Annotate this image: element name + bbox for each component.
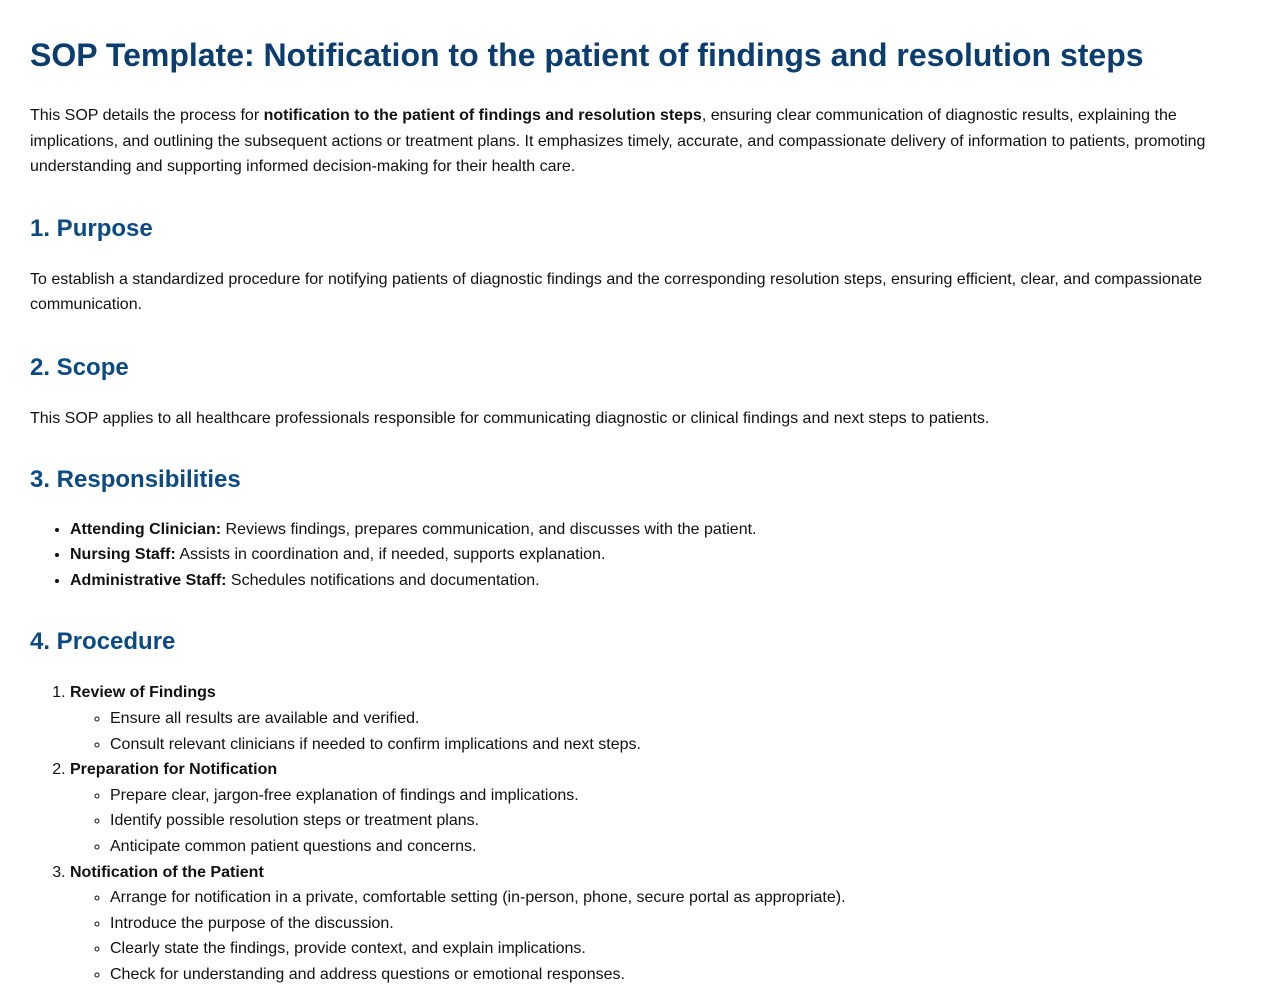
step-substeps bbox=[70, 885, 1233, 987]
list-item: ◦ Ensure all results are available and verified. bbox=[110, 706, 1233, 732]
intro-paragraph bbox=[30, 103, 1233, 180]
list-item: ◦ Anticipate common patient questions and concerns. bbox=[110, 834, 1233, 860]
role-description: Schedules notifications and documentation. bbox=[226, 572, 539, 589]
step-title: Review of Findings bbox=[70, 684, 216, 701]
page-title: SOP Template: Notification to the patient of findings and resolution steps bbox=[30, 0, 1233, 74]
purpose-text: To establish a standardized procedure for notifying patients of diagnostic findings and the corresponding resolution steps, ensuring efficient, clear, and compassionate communication. bbox=[30, 267, 1233, 318]
procedure-step bbox=[70, 860, 1233, 987]
list-item bbox=[70, 568, 1233, 594]
responsibilities-list bbox=[30, 517, 1233, 594]
list-item: ◦ Introduce the purpose of the discussion. bbox=[110, 911, 1233, 937]
list-item: ◦ Identify possible resolution steps or treatment plans. bbox=[110, 808, 1233, 834]
responsibilities-heading: 3. Responsibilities bbox=[30, 465, 1233, 495]
list-item: ◦ Arrange for notification in a private, comfortable setting (in-person, phone, secure portal as appropriate). bbox=[110, 885, 1233, 911]
scope-heading: 2. Scope bbox=[30, 353, 1233, 383]
list-item: ◦ Prepare clear, jargon-free explanation of findings and implications. bbox=[110, 783, 1233, 809]
purpose-heading: 1. Purpose bbox=[30, 214, 1233, 244]
step-title: Preparation for Notification bbox=[70, 761, 277, 778]
step-substeps bbox=[70, 783, 1233, 860]
procedure-step bbox=[70, 757, 1233, 859]
intro-bold-phrase: notification to the patient of findings and resolution steps bbox=[264, 107, 702, 124]
role-name: Administrative Staff: bbox=[70, 572, 226, 589]
scope-text: This SOP applies to all healthcare professionals responsible for communicating diagnostic or clinical findings and next steps to patients. bbox=[30, 406, 1233, 432]
intro-text-end: , ensuring clear communication of diagnostic results, explaining the implications, and outlining the subsequent actions or treatment plans. It emphasizes timely, accurate, and compassionate delivery of information to patients, promoting understanding and supporting informed decision-making for their health care. bbox=[30, 107, 1205, 175]
procedure-steps bbox=[30, 680, 1233, 987]
list-item: ◦ Clearly state the findings, provide context, and explain implications. bbox=[110, 936, 1233, 962]
role-name: Attending Clinician: bbox=[70, 521, 221, 538]
step-substeps bbox=[70, 706, 1233, 757]
list-item: ◦ Consult relevant clinicians if needed to confirm implications and next steps. bbox=[110, 732, 1233, 758]
procedure-step bbox=[70, 680, 1233, 757]
procedure-heading: 4. Procedure bbox=[30, 627, 1233, 657]
role-description: Assists in coordination and, if needed, supports explanation. bbox=[176, 546, 606, 563]
step-title: Notification of the Patient bbox=[70, 864, 264, 881]
role-name: Nursing Staff: bbox=[70, 546, 176, 563]
role-description: Reviews findings, prepares communication, and discusses with the patient. bbox=[221, 521, 756, 538]
intro-text-start: This SOP details the process for bbox=[30, 107, 264, 124]
list-item bbox=[70, 542, 1233, 568]
list-item bbox=[70, 517, 1233, 543]
list-item: ◦ Check for understanding and address questions or emotional responses. bbox=[110, 962, 1233, 987]
